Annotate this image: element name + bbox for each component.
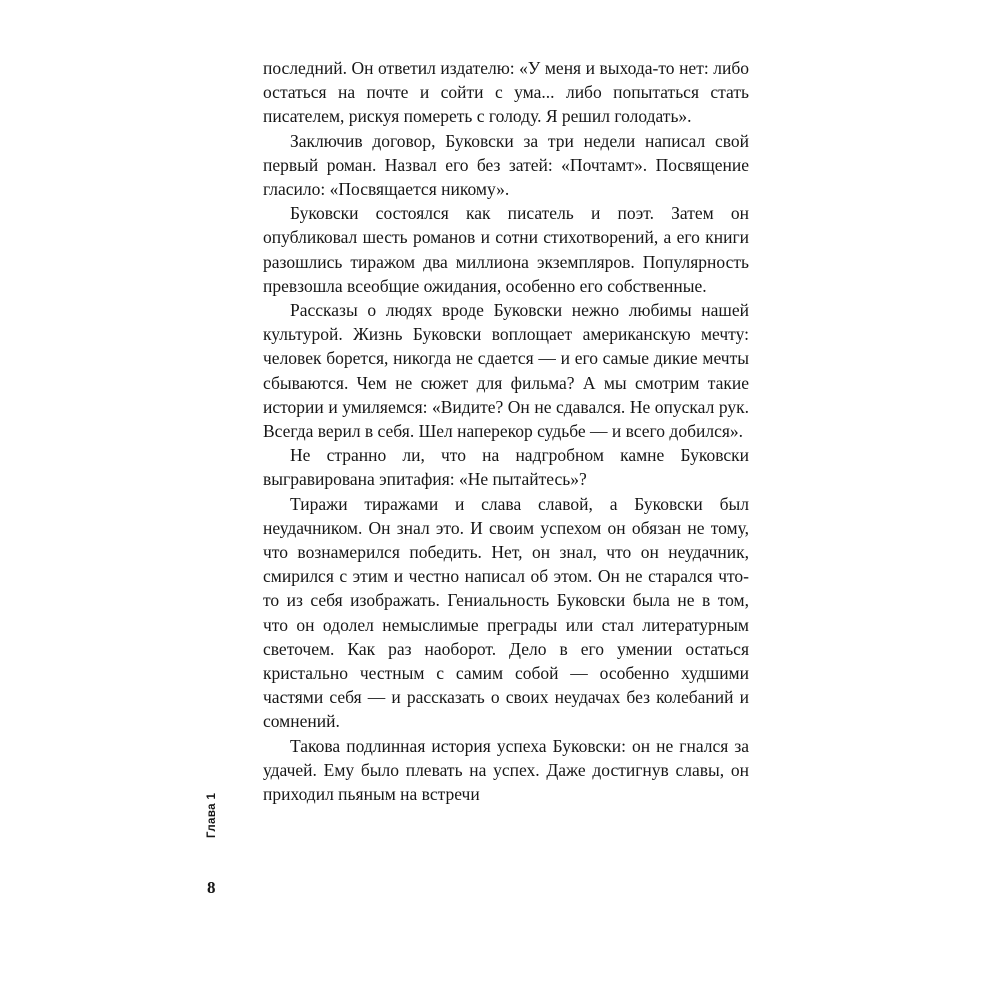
page-number: 8 xyxy=(207,878,216,897)
paragraph: Рассказы о людях вроде Буковски нежно любимы нашей культурой. Жизнь Буковски воплощает американскую мечту: человек борется, никогда не сдается — и его самые дикие мечты сбываются. Чем не сюжет для фильма? А мы смотрим такие истории и умиляемся: «Видите? Он не сдавался. Не опускал рук. Всегда верил в себя. Шел наперекор судьбе — и всего добился». xyxy=(263,300,749,442)
text-column xyxy=(263,56,749,806)
paragraph: Заключив договор, Буковски за три недели написал свой первый роман. Назвал его без затей: «Почтамт». Посвящение гласило: «Посвящается никому». xyxy=(263,130,749,200)
paragraph: Тиражи тиражами и слава славой, а Буковски был неудачником. Он знал это. И своим успехом он обязан не тому, что вознамерился победить. Нет, он знал, что он неудачник, смирился с этим и честно написал об этом. Он не старался что-то из себя изображать. Гениальность Буковски была не в том, что он одолел немыслимые преграды или стал литературным светочем. Как раз наоборот. Дело в его умении остаться кристально честным с самим собой — особенно худшими частями себя — и рассказать о своих неудачах без колебаний и сомнений. xyxy=(263,493,749,732)
paragraph: Не странно ли, что на надгробном камне Буковски выгравирована эпитафия: «Не пытайтесь»? xyxy=(263,445,749,490)
paragraph: последний. Он ответил издателю: «У меня и выхода-то нет: либо остаться на почте и сойти с ума... либо попытаться стать писателем, рискуя помереть с голоду. Я решил голодать». xyxy=(263,58,749,127)
chapter-sidebar-label: Глава 1 xyxy=(206,792,218,838)
paragraph: Такова подлинная история успеха Буковски: он не гнался за удачей. Ему было плевать на успех. Даже достигнув славы, он приходил пьяным на встречи xyxy=(263,735,749,805)
paragraph: Буковски состоялся как писатель и поэт. Затем он опубликовал шесть романов и сотни стихотворений, а его книги разошлись тиражом два миллиона экземпляров. Популярность превзошла всеобщие ожидания, особенно его собственные. xyxy=(263,203,749,296)
